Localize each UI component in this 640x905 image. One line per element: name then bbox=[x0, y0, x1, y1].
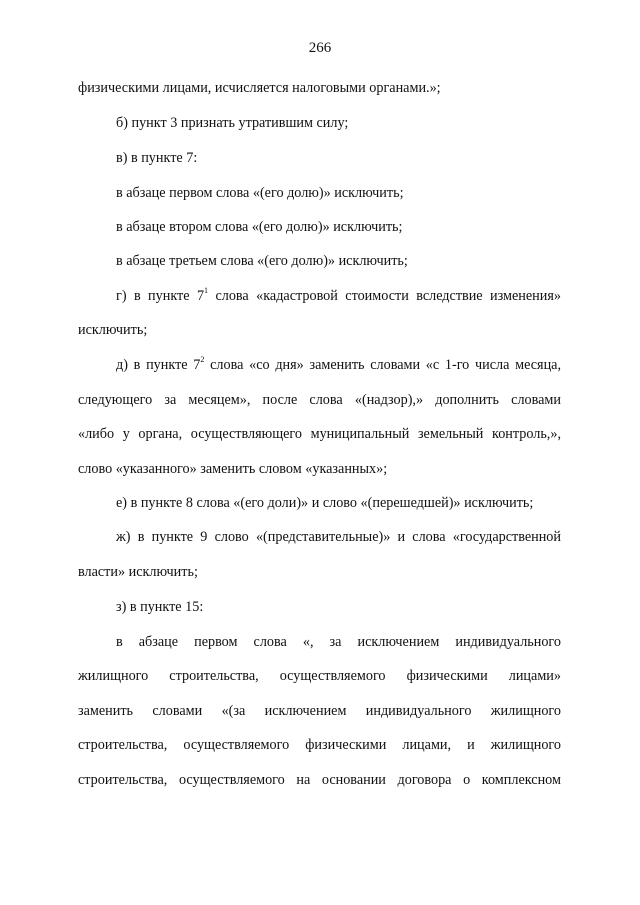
text-line-with-superscript bbox=[116, 287, 561, 305]
superscript: 2 bbox=[200, 355, 205, 365]
superscript: 1 bbox=[204, 286, 209, 296]
text-line: е) в пункте 8 слова «(его доли)» и слово «(перешедшей)» исключить; bbox=[116, 495, 534, 511]
text-fragment: слова «кадастровой стоимости вследствие изменения» bbox=[208, 288, 561, 304]
text-line: исключить; bbox=[78, 322, 148, 338]
text-line: в абзаце первом слова «, за исключением индивидуального bbox=[116, 634, 561, 650]
text-line: з) в пункте 15: bbox=[116, 599, 204, 615]
text-line: строительства, осуществляемого физическими лицами, и жилищного bbox=[78, 737, 561, 753]
text-line: в абзаце третьем слова «(его долю)» исключить; bbox=[116, 253, 408, 269]
text-fragment: г) в пункте 7 bbox=[116, 288, 205, 304]
text-line: в) в пункте 7: bbox=[116, 150, 198, 166]
text-line: б) пункт 3 признать утратившим силу; bbox=[116, 115, 349, 131]
text-line: жилищного строительства, осуществляемого физическими лицами» bbox=[78, 668, 561, 684]
text-line: строительства, осуществляемого на основании договора о комплексном bbox=[78, 772, 561, 788]
text-line: ж) в пункте 9 слово «(представительные)» и слова «государственной bbox=[116, 529, 561, 545]
text-line: «либо у органа, осуществляющего муниципальный земельный контроль,», bbox=[78, 426, 561, 442]
text-line: слово «указанного» заменить словом «указанных»; bbox=[78, 461, 388, 477]
text-line: заменить словами «(за исключением индивидуального жилищного bbox=[78, 703, 561, 719]
text-fragment: д) в пункте 7 bbox=[116, 357, 201, 373]
text-line-with-superscript bbox=[116, 356, 561, 374]
text-line: следующего за месяцем», после слова «(надзор),» дополнить словами bbox=[78, 392, 561, 408]
page-number: 266 bbox=[308, 40, 332, 56]
text-line: власти» исключить; bbox=[78, 564, 198, 580]
text-fragment: слова «со дня» заменить словами «с 1-го числа месяца, bbox=[204, 357, 562, 373]
text-line: в абзаце первом слова «(его долю)» исключить; bbox=[116, 185, 404, 201]
text-line: в абзаце втором слова «(его долю)» исключить; bbox=[116, 219, 403, 235]
text-line: физическими лицами, исчисляется налоговыми органами.»; bbox=[78, 80, 441, 96]
